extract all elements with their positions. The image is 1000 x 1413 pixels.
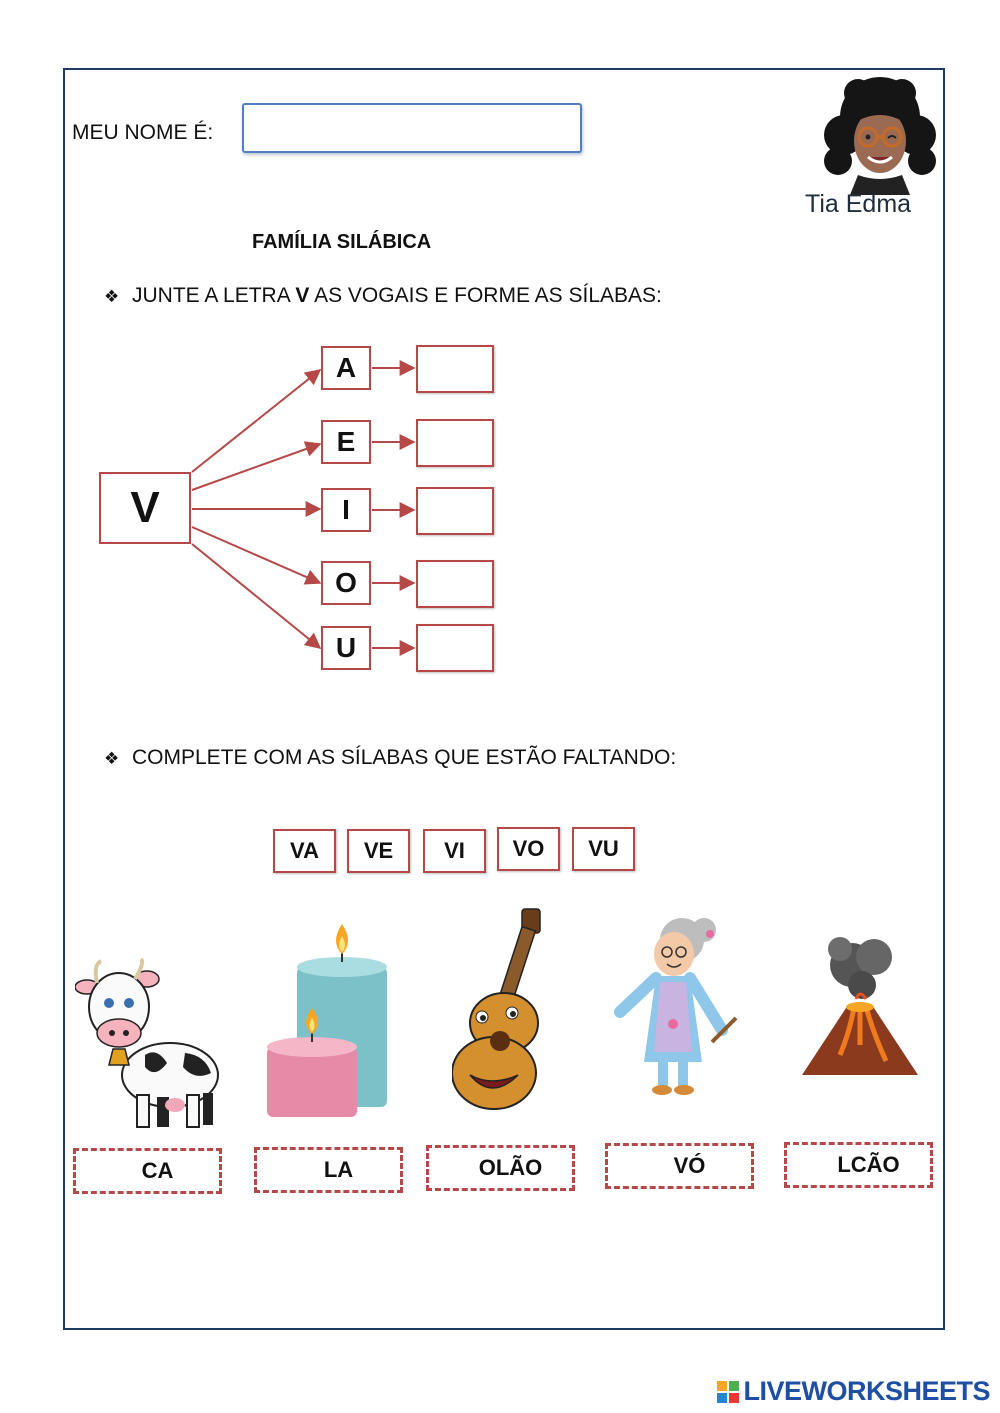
instruction-text: COMPLETE COM AS SÍLABAS QUE ESTÃO FALTANDO:	[132, 746, 677, 769]
instruction-form-syllables	[104, 284, 662, 308]
word-fragment: LCÃO	[837, 1152, 900, 1177]
liveworksheets-logo	[717, 1376, 990, 1407]
word-box-vela[interactable]	[254, 1147, 403, 1193]
word-box-vaca[interactable]	[73, 1148, 222, 1194]
name-label: MEU NOME É:	[72, 121, 214, 144]
answer-box-vi[interactable]	[416, 487, 494, 535]
syllable-chip-vo[interactable]: VO	[497, 827, 560, 871]
cow-picture	[75, 955, 220, 1135]
vowel-box-a: A	[321, 346, 371, 390]
syllable-chip-vu[interactable]: VU	[572, 827, 635, 871]
name-input[interactable]	[242, 103, 582, 153]
logo-mark-icon	[717, 1381, 739, 1403]
word-box-vovo[interactable]	[605, 1143, 754, 1189]
instruction-text-post: AS VOGAIS E FORME AS SÍLABAS:	[309, 284, 662, 307]
worksheet-title: FAMÍLIA SILÁBICA	[252, 231, 432, 253]
volcano-picture	[800, 935, 920, 1085]
answer-box-vo[interactable]	[416, 560, 494, 608]
answer-box-va[interactable]	[416, 345, 494, 393]
bullet-icon: ❖	[104, 287, 120, 306]
bullet-icon: ❖	[104, 749, 120, 768]
page-frame	[63, 68, 945, 1330]
vowel-box-e: E	[321, 420, 371, 464]
instruction-letter: V	[295, 284, 310, 307]
grandmother-picture	[612, 912, 742, 1102]
vowel-box-i: I	[321, 488, 371, 532]
syllable-chip-vi[interactable]: VI	[423, 829, 486, 873]
guitar-picture	[452, 905, 552, 1115]
instruction-complete-words	[104, 746, 676, 770]
word-fragment: OLÃO	[478, 1155, 543, 1180]
answer-box-ve[interactable]	[416, 419, 494, 467]
author-name: Tia Edma	[805, 190, 912, 218]
vowel-box-u: U	[321, 626, 371, 670]
word-fragment: CA	[141, 1158, 174, 1183]
word-fragment: VÓ	[673, 1153, 706, 1178]
vowel-box-o: O	[321, 561, 371, 605]
logo-text: LIVEWORKSHEETS	[743, 1376, 990, 1406]
word-box-vulcao[interactable]	[784, 1142, 933, 1188]
word-fragment: LA	[323, 1157, 354, 1182]
syllable-chip-ve[interactable]: VE	[347, 829, 410, 873]
word-box-violao[interactable]	[426, 1145, 575, 1191]
source-letter-box: V	[99, 472, 191, 544]
syllable-chip-va[interactable]: VA	[273, 829, 336, 873]
answer-box-vu[interactable]	[416, 624, 494, 672]
instruction-text-pre: JUNTE A LETRA	[132, 284, 296, 307]
teacher-avatar	[818, 75, 942, 195]
candle-picture	[262, 922, 392, 1122]
